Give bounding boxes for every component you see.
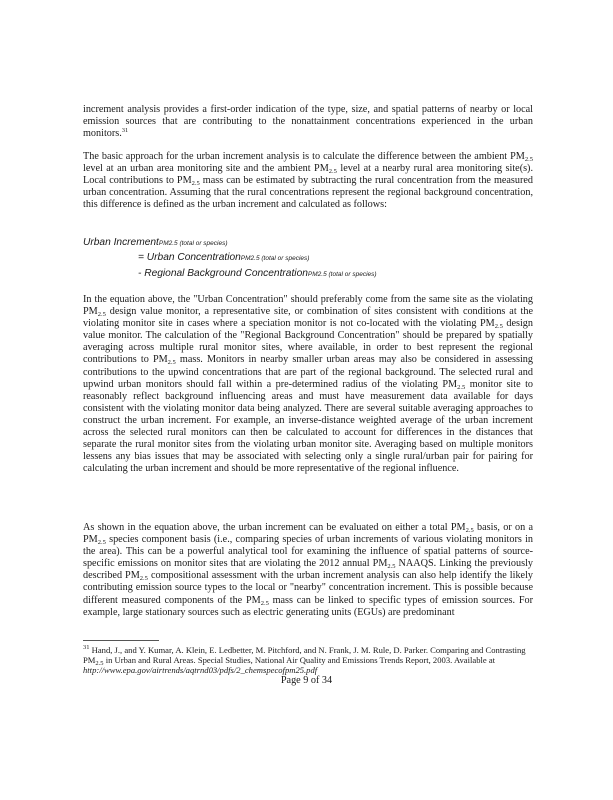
equation-line-2: = Urban ConcentrationPM2.5 (total or species) xyxy=(138,252,310,263)
equation-line-3: - Regional Background ConcentrationPM2.5 (total or species) xyxy=(138,268,377,279)
paragraph-3: In the equation above, the "Urban Concentration" should preferably come from the same site as the violating $PM_{2.5}$ design value monitor, a representative site, or combination of sites consistent with conditions at the violating monitor site in cases where a speciation monitor is not co-located with the violating $PM_{2.5}$ design value monitor. The calculation of the "Regional Background Concentration" should be prepared by spatially averaging across multiple rural monitor sites, where available, in order to best represent the regional contributions to $PM_{2.5}$ mass. Monitors in nearby smaller urban areas may also be considered in assessing contributions to the upwind concentrations that are part of the regional background. The selected rural and upwind urban monitors should fall within a pre-determined radius of the violating $PM_{2.5}$ monitor site to reasonably reflect background influencing areas and must have measurement data available for days consistent with the violating monitor data being analyzed. There are several suitable averaging approaches to construct the urban increment. For example, an inverse-distance weighted average of the urban increment across the selected rural monitors can then be calculated to account for differences in the distances that separate the rural monitor sites from the violating urban monitor site. Averaging based on multiple monitors lessens any bias issues that may be associated with selecting only a single rural/urban pair for pairing for calculating the urban increment and should be more representative of the regional influence. xyxy=(83,294,533,475)
paragraph-1-text: increment analysis provides a first-order indication of the type, size, and spatial patterns of nearby or local emission sources that are contributing to the nonattainment concentrations experienced in the urban monitors. xyxy=(83,104,533,140)
paragraph-4: As shown in the equation above, the urban increment can be evaluated on either a total $PM_{2.5}$ basis, or on a $PM_{2.5}$ species component basis (i.e., comparing species of urban increments of various violating monitors in the area). This can be a powerful analytical tool for examining the influence of spatial patterns of source-specific emissions on monitor sites that are violating the 2012 annual $PM_{2.5}$ NAAQS. Linking the previously described $PM_{2.5}$ compositional assessment with the urban increment analysis can also help identify the likely contributing emission source types to the local or "nearby" concentration increment. This is possible because different measured components of the $PM_{2.5}$ mass can be linked to specific types of emission sources. For example, large stationary sources such as electric generating units (EGUs) are predominant xyxy=(83,522,534,618)
paragraph-2: The basic approach for the urban increment analysis is to calculate the difference between the ambient $PM_{2.5}$ level at an urban area monitoring site and the ambient $PM_{2.5}$ level at a nearby rural area monitoring site(s). Local contributions to $PM_{2.5}$ mass can be estimated by subtracting the rural concentration from the measured urban concentration. Assuming that the rural concentrations represent the regional background concentration, this difference is defined as the urban increment and calculated as follows: xyxy=(83,151,533,211)
paragraph-1 xyxy=(83,104,533,140)
footnote-reference: 31 xyxy=(121,127,129,135)
equation-line-1: Urban IncrementPM2.5 (total or species) xyxy=(83,237,228,248)
footnote-url-link[interactable]: http://www.epa.gov/airtrends/aqtrnd03/pdfs/2_chemspecofpm25.pdf xyxy=(83,665,318,675)
footnote: $^{31}$ Hand, J., and Y. Kumar, A. Klein, E. Ledbetter, M. Pitchford, and N. Frank, J. M. Rule, D. Parker. Comparing and Contrasting $PM_{2.5}$ in Urban and Rural Areas. Special Studies, National Air Quality and Emissions Trends Report, 2003. Available at http://www.epa.gov/airtrends/aqtrnd03/pdfs/2_chemspecofpm25.pdf xyxy=(83,644,526,675)
page-number: Page 9 of 34 xyxy=(280,675,333,686)
footnote-divider xyxy=(83,640,159,641)
